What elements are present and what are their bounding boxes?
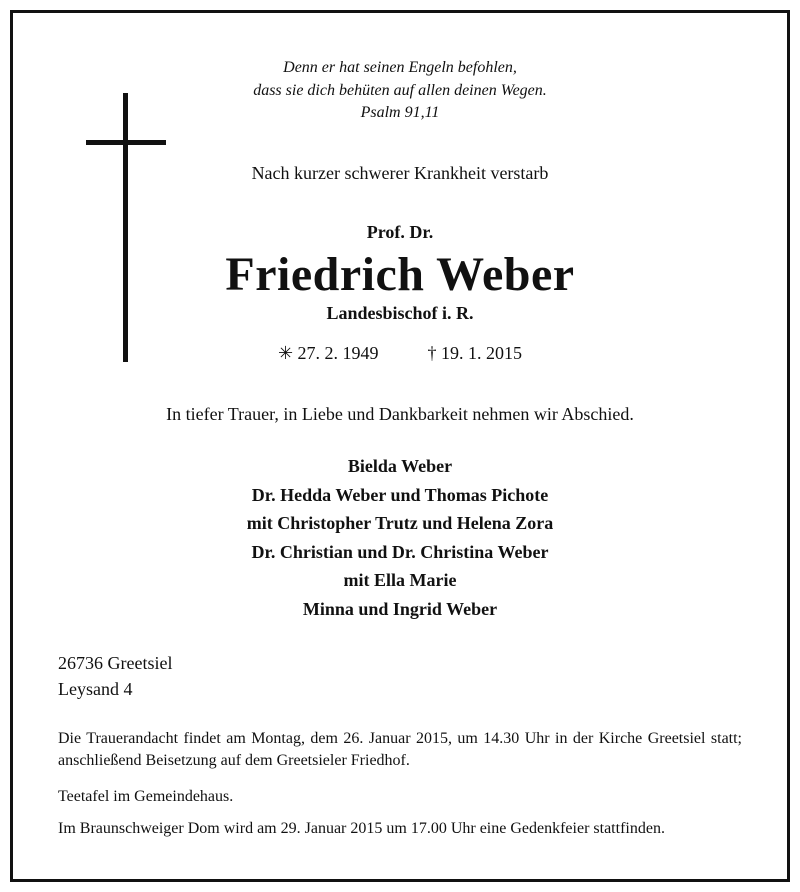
mourner-line: Dr. Christian und Dr. Christina Weber bbox=[251, 541, 549, 562]
death-date: 19. 1. 2015 bbox=[441, 343, 523, 363]
intro-text: Nach kurzer schwerer Krankheit verstarb bbox=[251, 163, 549, 183]
mourner-line: mit Christopher Trutz und Helena Zora bbox=[246, 513, 554, 533]
farewell-text: In tiefer Trauer, in Liebe und Dankbarkeit nehmen wir Abschied. bbox=[166, 404, 634, 424]
reception-notice: Teetafel im Gemeindehaus. bbox=[58, 788, 234, 805]
address-line-1: 26736 Greetsiel bbox=[58, 653, 173, 673]
asterisk-icon: ✳ bbox=[277, 343, 294, 363]
family-address bbox=[58, 650, 172, 702]
verse-line-2: dass sie dich behüten auf allen deinen Wegen. bbox=[253, 82, 547, 99]
life-dates bbox=[0, 343, 800, 364]
memorial-notice: Im Braunschweiger Dom wird am 29. Januar 2015 um 17.00 Uhr eine Gedenkfeier stattfinden. bbox=[58, 820, 665, 837]
address-line-2: Leysand 4 bbox=[58, 679, 133, 699]
service-notice: Die Trauerandacht findet am Montag, dem 26. Januar 2015, um 14.30 Uhr in der Kirche Greetsiel statt; anschließend Beisetzung auf dem Greetsieler Friedhof. bbox=[58, 730, 742, 769]
mourner-line: Bielda Weber bbox=[347, 456, 453, 476]
mourner-line: Dr. Hedda Weber und Thomas Pichote bbox=[251, 484, 549, 505]
dagger-icon: † bbox=[427, 343, 437, 363]
verse-reference: Psalm 91,11 bbox=[360, 104, 440, 121]
academic-title: Prof. Dr. bbox=[366, 222, 434, 242]
birth-date: 27. 2. 1949 bbox=[297, 343, 379, 363]
deceased-name: Friedrich Weber bbox=[225, 248, 575, 301]
cross-horizontal-bar bbox=[86, 140, 166, 145]
bible-verse bbox=[0, 56, 800, 102]
verse-line-1: Denn er hat seinen Engeln befohlen, bbox=[283, 59, 517, 76]
mourner-line: Minna und Ingrid Weber bbox=[302, 598, 498, 619]
mourner-line: mit Ella Marie bbox=[343, 570, 457, 590]
mourners-list bbox=[0, 452, 800, 623]
deceased-office: Landesbischof i. R. bbox=[326, 303, 474, 323]
